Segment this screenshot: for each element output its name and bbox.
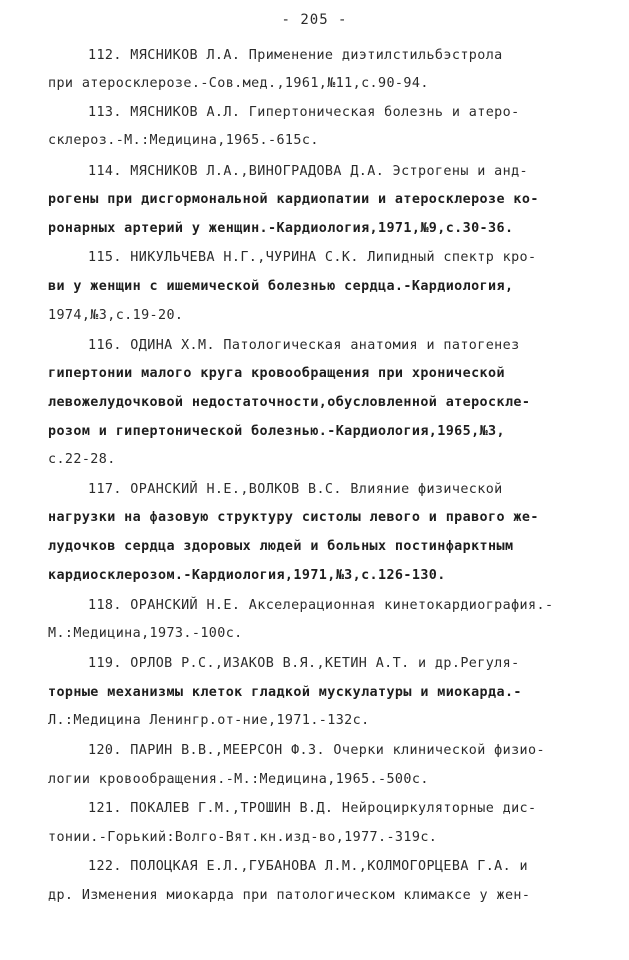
reference-line: 114. МЯСНИКОВ Л.А.,ВИНОГРАДОВА Д.А. Эстрогены и анд- — [88, 164, 529, 179]
reference-line: ви у женщин с ишемической болезнью сердца.-Кардиология, — [48, 279, 514, 294]
reference-line: логии кровообращения.-М.:Медицина,1965.-500с. — [48, 772, 429, 787]
reference-line: 121. ПОКАЛЕВ Г.М.,ТРОШИН В.Д. Нейроциркуляторные дис- — [88, 801, 537, 816]
reference-line: тонии.-Горький:Волго-Вят.кн.изд-во,1977.-319с. — [48, 830, 438, 845]
page-number: - 205 - — [281, 12, 348, 28]
reference-line: рогены при дисгормональной кардиопатии и атеросклерозе ко- — [48, 192, 539, 207]
reference-line: 115. НИКУЛЬЧЕВА Н.Г.,ЧУРИНА С.К. Липидный спектр кро- — [88, 250, 537, 265]
reference-line: др. Изменения миокарда при патологическом климаксе у жен- — [48, 888, 531, 903]
reference-line: 113. МЯСНИКОВ А.Л. Гипертоническая болезнь и атеро- — [88, 105, 520, 120]
reference-line: 116. ОДИНА Х.М. Патологическая анатомия и патогенез — [88, 338, 520, 353]
reference-line: нагрузки на фазовую структуру систолы левого и правого же- — [48, 510, 539, 525]
reference-line: розом и гипертонической болезнью.-Кардиология,1965,№3, — [48, 424, 505, 439]
reference-line: 122. ПОЛОЦКАЯ Е.Л.,ГУБАНОВА Л.М.,КОЛМОГОРЦЕВА Г.А. и — [88, 859, 529, 874]
reference-line: с.22-28. — [48, 452, 116, 467]
reference-line: кардиосклерозом.-Кардиология,1971,№3,с.126-130. — [48, 568, 446, 583]
reference-line: при атеросклерозе.-Сов.мед.,1961,№11,с.90-94. — [48, 76, 429, 91]
reference-line: склероз.-М.:Медицина,1965.-615с. — [48, 133, 319, 148]
reference-line: 120. ПАРИН В.В.,МЕЕРСОН Ф.З. Очерки клинической физио- — [88, 743, 545, 758]
reference-line: торные механизмы клеток гладкой мускулатуры и миокарда.- — [48, 685, 522, 700]
reference-line: лудочков сердца здоровых людей и больных постинфарктным — [48, 539, 514, 554]
reference-line: ронарных артерий у женщин.-Кардиология,1971,№9,с.30-36. — [48, 221, 514, 236]
reference-line: М.:Медицина,1973.-100с. — [48, 626, 243, 641]
reference-line: Л.:Медицина Ленингр.от-ние,1971.-132с. — [48, 713, 370, 728]
reference-line: левожелудочковой недостаточности,обусловленной атероскле- — [48, 395, 531, 410]
reference-line: гипертонии малого круга кровообращения при хронической — [48, 366, 505, 381]
reference-line: 118. ОРАНСКИЙ Н.Е. Акселерационная кинетокардиография.- — [88, 598, 554, 613]
reference-line: 119. ОРЛОВ Р.С.,ИЗАКОВ В.Я.,КЕТИН А.Т. и др.Регуля- — [88, 656, 520, 671]
reference-line: 117. ОРАНСКИЙ Н.Е.,ВОЛКОВ В.С. Влияние физической — [88, 482, 503, 497]
reference-line: 1974,№3,с.19-20. — [48, 308, 184, 323]
reference-line: 112. МЯСНИКОВ Л.А. Применение диэтилстильбэстрола — [88, 48, 503, 63]
